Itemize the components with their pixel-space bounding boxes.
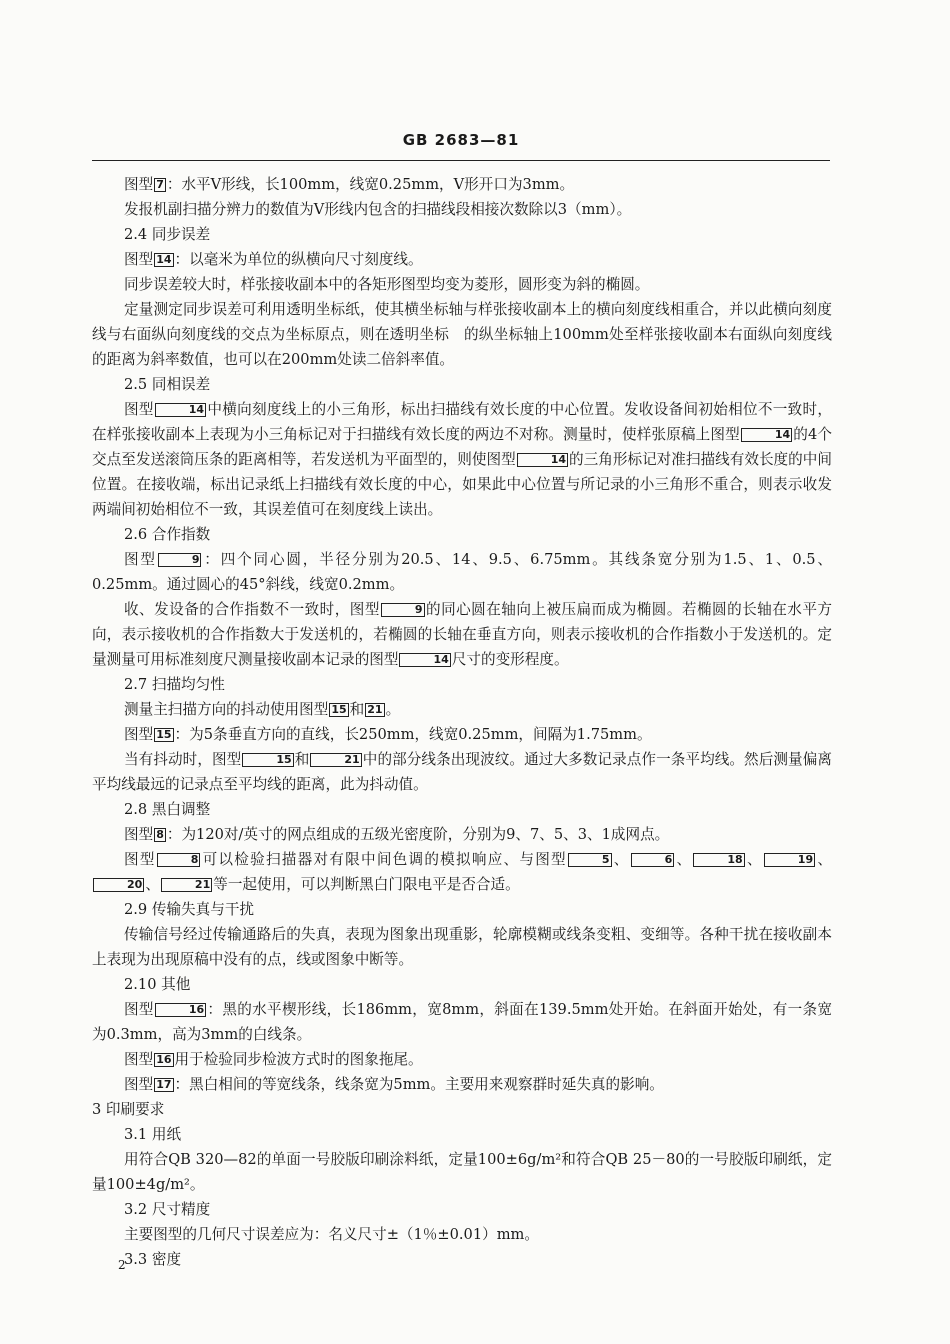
- page-header: GB 2683—81: [402, 131, 520, 149]
- paragraph: 当有抖动时，图型 15 和 21 中的部分线条出现波纹。通过大多数记录点作一条平均线。然后测量偏离平均线最远的记录点至平均线的距离，此为抖动值。: [92, 751, 832, 793]
- paragraph: 3.1 用纸: [124, 1126, 182, 1143]
- figure-number-box: 15: [156, 728, 172, 741]
- paragraph: 图型 8 可以检验扫描器对有限中间色调的模拟响应、与图型 5 、 6 、 18 、 19 、20 、 21 等一起使用，可以判断黑白门限电平是否合适。: [92, 847, 832, 897]
- paragraph: 2.7 扫描均匀性: [124, 676, 225, 693]
- paragraph: 定量测定同步误差可利用透明坐标纸，使其横坐标轴与样张接收副本上的横向刻度线相重合，并以此横向刻度线与右面纵向刻度线的交点为坐标原点，则在透明坐标 的纵坐标轴上100mm处至样张接收副本右面纵向刻度线的距离为斜率数值，也可以在200mm处读二倍斜率值。: [92, 301, 832, 368]
- paragraph: 2.5 同相误差: [124, 376, 211, 393]
- figure-number-box: 9: [381, 603, 425, 617]
- figure-number-box: 21: [367, 703, 383, 716]
- paragraph: 传输信号经过传输通路后的失真，表现为图象出现重影，轮廓模糊或线条变粗、变细等。各种干扰在接收副本上表现为出现原稿中没有的点，线或图象中断等。: [92, 926, 832, 968]
- figure-number-box: 19: [764, 853, 815, 867]
- paragraph: 同步误差较大时，样张接收副本中的各矩形图型均变为菱形，圆形变为斜的椭圆。: [124, 276, 650, 293]
- paragraph: 图型 7 ：水平V形线，长100mm，线宽0.25mm，V形开口为3mm。: [124, 176, 575, 193]
- paragraph: 2.9 传输失真与干扰: [124, 901, 255, 918]
- paragraph: 测量主扫描方向的抖动使用图型 15 和 21 。: [124, 701, 401, 718]
- figure-number-box: 14: [517, 453, 568, 467]
- paragraph: 2.8 黑白调整: [124, 801, 211, 818]
- paragraph: 发报机副扫描分辨力的数值为V形线内包含的扫描线段相接次数除以3（mm）。: [124, 201, 632, 218]
- paragraph: 图型 15 ：为5条垂直方向的直线，长250mm，线宽0.25mm，间隔为1.75mm。: [124, 726, 652, 743]
- paragraph: 图型 14 中横向刻度线上的小三角形，标出扫描线有效长度的中心位置。发收设备间初始相位不一致时，在样张接收副本上表现为小三角标记对于扫描线有效长度的两边不对称。测量时，使样张原稿上图型 14 的4个交点至发送滚筒压条的距离相等，若发送机为平面型的，则使图型 14 的三角形标记对准扫描线有效长度的中间位置。在接收端，标出记录纸上扫描线有效长度的中心，如果此中心位置与所记录的小三角形不重合，则表示收发两端间初始相位不一致，其误差值可在刻度线上读出。: [92, 401, 832, 518]
- paragraph: 2.6 合作指数: [124, 526, 211, 543]
- paragraph: 图型 16 ：黑的水平楔形线，长186mm，宽8mm，斜面在139.5mm处开始。在斜面开始处，有一条宽为0.3mm，高为3mm的白线条。: [92, 1001, 832, 1043]
- paragraph: 图型 9 ：四个同心圆，半径分别为20.5、14、9.5、6.75mm。其线条宽分别为1.5、1、0.5、0.25mm。通过圆心的45°斜线，线宽0.2mm。: [92, 551, 832, 593]
- figure-number-box: 5: [568, 853, 612, 867]
- paragraph: 主要图型的几何尺寸误差应为：名义尺寸±（1％±0.01）mm。: [124, 1226, 539, 1243]
- figure-number-box: 14: [156, 253, 172, 266]
- figure-number-box: 8: [156, 828, 164, 841]
- paragraph: 用符合QB 320—82的单面一号胶版印刷涂料纸，定量100±6g/m²和符合QB 25－80的一号胶版印刷纸，定量100±4g/m²。: [92, 1151, 832, 1193]
- figure-number-box: 6: [631, 853, 675, 867]
- figure-number-box: 17: [156, 1078, 172, 1091]
- paragraph: 图型 8 ：为120对/英寸的网点组成的五级光密度阶，分别为9、7、5、3、1成网点。: [124, 826, 670, 843]
- paragraph: 图型 14 ：以毫米为单位的纵横向尺寸刻度线。: [124, 251, 423, 268]
- paragraph: 3.2 尺寸精度: [124, 1201, 211, 1218]
- paragraph: 3.3 密度: [124, 1251, 182, 1268]
- figure-number-box: 14: [155, 403, 206, 417]
- paragraph: 2.4 同步误差: [124, 226, 211, 243]
- figure-number-box: 15: [242, 753, 293, 767]
- paragraph: 收、发设备的合作指数不一致时，图型 9 的同心圆在轴向上被压扁而成为椭圆。若椭圆的长轴在水平方向，表示接收机的合作指数大于发送机的，若椭圆的长轴在垂直方向，则表示接收机的合作指数小于发送机的。定量测量可用标准刻度尺测量接收副本记录的图型 14 尺寸的变形程度。: [92, 601, 832, 668]
- figure-number-box: 15: [331, 703, 347, 716]
- paragraph: 2.10 其他: [124, 976, 191, 993]
- figure-number-box: 8: [157, 853, 201, 867]
- figure-number-box: 18: [693, 853, 744, 867]
- paragraph: 图型 17 ：黑白相间的等宽线条，线条宽为5mm。主要用来观察群时延失真的影响。: [124, 1076, 664, 1093]
- document-body: [92, 172, 832, 1272]
- figure-number-box: 21: [161, 878, 212, 892]
- paragraph: 3 印刷要求: [92, 1101, 165, 1118]
- figure-number-box: 9: [158, 553, 202, 567]
- paragraph: 图型 16 用于检验同步检波方式时的图象拖尾。: [124, 1051, 423, 1068]
- figure-number-box: 16: [155, 1003, 206, 1017]
- figure-number-box: 7: [156, 178, 164, 191]
- figure-number-box: 16: [156, 1053, 172, 1066]
- page-number: 2: [118, 1258, 126, 1272]
- figure-number-box: 20: [93, 878, 144, 892]
- figure-number-box: 14: [399, 653, 450, 667]
- figure-number-box: 21: [310, 753, 361, 767]
- header-rule: [92, 160, 830, 161]
- figure-number-box: 14: [741, 428, 792, 442]
